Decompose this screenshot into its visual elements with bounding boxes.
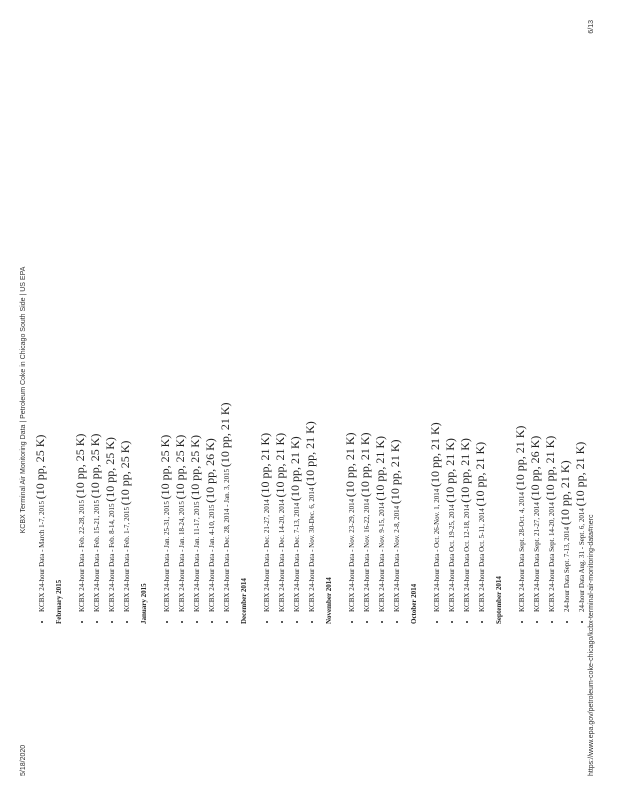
section-heading: January 2015 (140, 583, 148, 624)
file-size: (10 pp, 25 K) (88, 433, 102, 499)
file-size: (10 pp, 26 K) (528, 435, 542, 501)
file-size: (10 pp, 25 K) (73, 433, 87, 499)
month-sections (55, 190, 589, 650)
data-link[interactable]: KCBX 24-hour Data - Dec. 14-20, 2014 (10 pp, 21 K) (273, 432, 287, 612)
month-section (410, 190, 489, 650)
list-item[interactable] (444, 190, 459, 612)
file-size: (10 pp, 21 K) (288, 436, 302, 501)
list-item[interactable] (159, 190, 174, 612)
data-link[interactable]: KCBX 24-hour Data Sept. 28-Oct. 4, 2014 (10 pp, 21 K) (513, 425, 527, 612)
file-size: (10 pp, 21 K) (543, 435, 557, 501)
link-list (344, 190, 404, 650)
list-item[interactable] (459, 190, 474, 612)
file-size: (10 pp, 21 K) (373, 435, 387, 501)
page-header-title: KCBX Terminal Air Monitoring Data | Petroleum Coke in Chicago South Side | US EPA (20, 266, 27, 534)
data-link[interactable]: KCBX 24-hour Data Oct. 5-11, 2014 (10 pp, 21 K) (473, 441, 487, 612)
list-item[interactable] (189, 190, 204, 612)
section-heading: October 2014 (410, 583, 418, 624)
section-heading: September 2014 (495, 576, 503, 624)
list-item[interactable] (304, 190, 319, 612)
month-section (140, 190, 234, 650)
data-link[interactable]: KCBX 24-hour Data Sept. 14-20, 2014 (10 pp, 21 K) (543, 435, 557, 612)
file-size: (10 pp, 21 K) (388, 439, 402, 505)
link-list (429, 190, 489, 650)
data-link[interactable]: KCBX 24-hour Data - Jan. 18-24, 2015 (10 pp, 25 K) (173, 434, 187, 612)
link-list (74, 190, 134, 650)
list-item[interactable] (359, 190, 374, 612)
list-item[interactable] (274, 190, 289, 612)
file-size: (10 pp, 25 K) (158, 434, 172, 500)
list-item[interactable] (219, 190, 234, 612)
data-link[interactable]: KCBX 24-hour Data - Dec. 28, 2014 - Jan. 3, 2015 (10 pp, 21 K) (218, 402, 232, 612)
list-item[interactable] (344, 190, 359, 612)
data-link[interactable]: KCBX 24-hour Data - Nov. 30-Dec. 6, 2014 (10 pp, 21 K) (303, 421, 317, 612)
page-number: 6/13 (588, 20, 595, 34)
file-size: (10 pp, 21 K) (258, 432, 272, 498)
data-link[interactable]: KCBX 24-hour Data - Feb. 1-7, 2015 (10 pp, 25 K) (118, 440, 132, 612)
list-item[interactable] (104, 190, 119, 612)
data-link[interactable]: KCBX 24-hour Data - Nov. 9-15, 2014 (10 pp, 21 K) (373, 435, 387, 612)
file-size: (10 pp, 21 K) (573, 441, 587, 507)
section-heading: December 2014 (240, 578, 248, 624)
file-size: (10 pp, 25 K) (103, 437, 117, 502)
file-size: (10 pp, 25 K) (33, 434, 47, 500)
month-section (240, 190, 319, 650)
data-link[interactable]: KCBX 24-hour Data - Feb. 8-14, 2015 (10 pp, 25 K) (103, 437, 117, 612)
data-link[interactable]: KCBX 24-hour Data Oct. 19-25, 2014 (10 pp, 21 K) (443, 438, 457, 612)
link-list (159, 190, 234, 650)
link-list (514, 190, 589, 650)
list-item[interactable] (289, 190, 304, 612)
link-list (259, 190, 319, 650)
list-item[interactable] (389, 190, 404, 612)
data-link[interactable]: KCBX 24-hour Data - Feb. 22-28, 2015 (10 pp, 25 K) (73, 433, 87, 612)
data-link[interactable]: KCBX 24-hour Data - Feb. 15-21, 2015 (10 pp, 25 K) (88, 433, 102, 612)
list-item[interactable] (174, 190, 189, 612)
data-link[interactable]: KCBX 24-hour Data - Jan. 4-10, 2015 (10 pp, 26 K) (203, 438, 217, 612)
main-content (30, 190, 589, 650)
top-list (34, 190, 49, 650)
data-link[interactable]: KCBX 24-hour Data - Nov. 2-8, 2014 (10 pp, 21 K) (388, 439, 402, 612)
data-link[interactable]: KCBX 24-hour Data - Dec. 21-27, 2014 (10 pp, 21 K) (258, 432, 272, 612)
data-link[interactable]: KCBX 24-hour Data Oct. 12-18, 2014 (10 pp, 21 K) (458, 438, 472, 612)
data-link[interactable]: KCBX 24-hour Data - Nov. 23-29, 2014 (10 pp, 21 K) (343, 432, 357, 612)
data-link[interactable]: KCBX 24-hour Data - Nov. 16-22, 2014 (10 pp, 21 K) (358, 432, 372, 612)
month-section (55, 190, 134, 650)
list-item[interactable] (544, 190, 559, 612)
data-link[interactable]: KCBX 24-hour Data Sept. 21-27, 2014 (10 pp, 26 K) (528, 435, 542, 612)
data-link[interactable]: KCBX 24-hour Data - Oct. 26-Nov. 1, 2014 (10 pp, 21 K) (428, 422, 442, 612)
file-size: (10 pp, 21 K) (428, 422, 442, 488)
month-section (495, 190, 589, 650)
file-size: (10 pp, 21 K) (303, 421, 317, 486)
list-item[interactable] (574, 190, 589, 612)
list-item[interactable] (474, 190, 489, 612)
section-heading: February 2015 (55, 579, 63, 624)
file-size: (10 pp, 21 K) (218, 402, 232, 468)
data-link[interactable]: KCBX 24-hour Data - Jan. 25-31, 2015 (10 pp, 25 K) (158, 434, 172, 612)
file-size: (10 pp, 21 K) (443, 438, 457, 503)
list-item[interactable] (529, 190, 544, 612)
list-item[interactable] (514, 190, 529, 612)
list-item[interactable] (259, 190, 274, 612)
file-size: (10 pp, 25 K) (188, 435, 202, 500)
data-link[interactable]: 24-hour Data Sept. 7-13, 2014 (10 pp, 21 K) (558, 460, 572, 612)
data-link[interactable]: 24-hour Data Aug. 31 - Sept. 6, 2014 (10 pp, 21 K) (573, 441, 587, 612)
data-link[interactable]: KCBX 24-hour Data - Jan. 11-17, 2015 (10 pp, 25 K) (188, 435, 202, 612)
file-size: (10 pp, 21 K) (458, 438, 472, 503)
data-link[interactable]: KCBX 24-hour Data - March 1-7, 2015 (10 pp, 25 K) (33, 434, 47, 612)
file-size: (10 pp, 21 K) (513, 425, 527, 491)
month-section (325, 190, 404, 650)
file-size: (10 pp, 21 K) (343, 432, 357, 498)
file-size: (10 pp, 21 K) (473, 441, 487, 507)
list-item[interactable] (204, 190, 219, 612)
list-item[interactable] (429, 190, 444, 612)
list-item[interactable] (34, 190, 49, 612)
file-size: (10 pp, 21 K) (273, 432, 287, 498)
file-size: (10 pp, 25 K) (173, 434, 187, 500)
print-date: 5/18/2020 (20, 744, 27, 776)
list-item[interactable] (119, 190, 134, 612)
list-item[interactable] (374, 190, 389, 612)
list-item[interactable] (89, 190, 104, 612)
list-item[interactable] (559, 190, 574, 612)
footer-url: https://www.epa.gov/petroleum-coke-chicago/kcbx-terminal-air-monitoring-data#nerc (588, 514, 595, 776)
file-size: (10 pp, 21 K) (558, 460, 572, 526)
list-item[interactable] (74, 190, 89, 612)
data-link[interactable]: KCBX 24-hour Data - Dec. 7-13, 2014 (10 pp, 21 K) (288, 436, 302, 612)
file-size: (10 pp, 26 K) (203, 438, 217, 503)
file-size: (10 pp, 21 K) (358, 432, 372, 498)
section-heading: November 2014 (325, 577, 333, 624)
file-size: (10 pp, 25 K) (118, 440, 132, 506)
